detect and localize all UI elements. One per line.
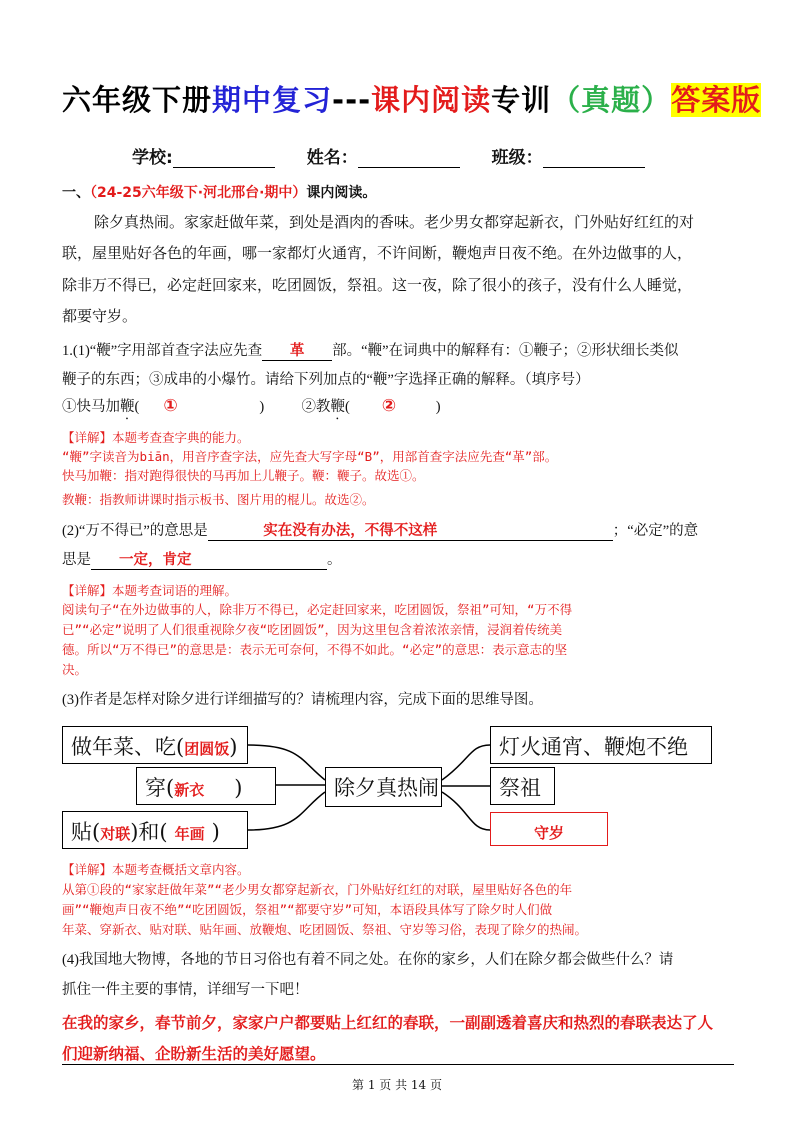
q1-explanation-line: 教鞭：指教师讲课时指示板书、图片用的棍儿。故选②。 [62, 492, 375, 507]
q2-explanation-line: 已”“必定”说明了人们很重视除夕夜“吃团圆饭”，因为这里包含着浓浓亲情，浸润着传统美 [62, 622, 563, 637]
page-title [62, 78, 761, 119]
q1-text: 1.(1)“鞭”字用部首查字法应先查 [62, 343, 263, 359]
map-answer-couplets: 对联 [100, 825, 131, 843]
map-node-text: 做年菜、吃( [71, 735, 185, 759]
map-node-text: )和( [130, 820, 168, 844]
title-answer-version: 答案版 [671, 83, 762, 117]
title-reading: 课内阅读 [371, 83, 492, 117]
q1-explanation-line: 【详解】本题考查查字典的能力。 [62, 430, 250, 445]
passage-line: 联，屋里贴好各色的年画，哪一家都灯火通宵，不许间断，鞭炮声日夜不绝。在外边做事的人， [62, 244, 693, 262]
q4-line2: 抓住一件主要的事情，详细写一下吧！ [62, 982, 309, 998]
name-blank[interactable] [358, 151, 460, 168]
map-node-clothes [136, 767, 276, 805]
q3-explanation-line: 年菜、穿新衣、贴对联、贴年画、放鞭炮、吃团圆饭、祭祖、守岁等习俗，表现了除夕的热闹。 [62, 922, 588, 937]
map-node-text: 穿( [145, 776, 175, 800]
q1-item2-answer: ② [381, 396, 397, 416]
section-source: （24-25六年级下·河北邢台·期中） [90, 185, 307, 201]
q1-item1-text: ①快马加 [62, 399, 120, 415]
page-number: 第 1 页 共 14 页 [352, 1078, 442, 1092]
map-node-ancestors: 祭祖 [490, 767, 555, 805]
q2-answer-1: 实在没有办法，不得不这样 [263, 523, 438, 539]
map-node-paren: ) [229, 735, 238, 759]
q1-line1 [62, 339, 679, 361]
map-answer-new-year-pictures: 年画 [174, 825, 205, 843]
q1-explanation-line: 快马加鞭：指对跑得很快的马再加上儿鞭子。鞭：鞭子。故选①。 [62, 468, 425, 483]
passage-line: 除非万不得已，必定赶回家来，吃团圆饭，祭祖。这一夜，除了很小的孩子，没有什么人睡觉， [62, 276, 693, 294]
q2-explanation-line: 决。 [62, 662, 88, 677]
q1-line2: 鞭子的东西；③成串的小爆竹。请给下列加点的“鞭”字选择正确的解释。（填序号） [62, 372, 590, 388]
q3-explanation-line: 从第①段的“家家赶做年菜”“老少男女都穿起新衣，门外贴好红红的对联，屋里贴好各色的年 [62, 882, 573, 897]
q2-explanation-line: 【详解】本题考查词语的理解。 [62, 583, 238, 598]
school-blank[interactable] [173, 151, 275, 168]
student-info-row [132, 143, 645, 168]
map-answer-reunion-dinner: 团圆饭 [184, 740, 230, 758]
map-node-lights: 灯火通宵、鞭炮不绝 [490, 726, 712, 764]
name-label: 姓名： [306, 148, 358, 168]
map-node-paren: ) [211, 820, 220, 844]
section-number: 一、 [62, 185, 90, 201]
title-real-exam: （真题） [551, 83, 672, 117]
map-node-center: 除夕真热闹 [325, 767, 442, 807]
q2-explanation-line: 德。所以“万不得已”的意思是：表示无可奈何，不得不如此。“必定”的意思：表示意志的坚 [62, 642, 568, 657]
q2-answer-2: 一定，肯定 [119, 552, 192, 568]
class-blank[interactable] [543, 151, 645, 168]
q1-item1-answer: ① [163, 396, 178, 416]
passage-line: 都要守岁。 [62, 307, 138, 325]
map-answer-staying-up: 守岁 [533, 824, 564, 842]
q1-item2-text: ②教 [301, 399, 331, 415]
q3-text: (3)作者是怎样对除夕进行详细描写的？请梳理内容，完成下面的思维导图。 [62, 692, 543, 708]
q2-text-mid: ；“必定”的意 [612, 523, 699, 539]
q1-blank-radical[interactable] [262, 339, 332, 361]
section-heading [62, 182, 376, 202]
q2-explanation-line: 阅读句子“在外边做事的人，除非万不得已，必定赶回家来，吃团圆饭，祭祖”可知，“万不得 [62, 602, 573, 617]
section-label: 课内阅读。 [306, 185, 377, 201]
q1-answer-radical: 革 [289, 343, 305, 359]
q2-end: 。 [327, 552, 342, 568]
map-node-paren: ) [234, 776, 243, 800]
title-midterm: 期中复习 [212, 83, 333, 117]
q1-item1-dotted-char: 鞭 [120, 399, 135, 415]
q1-item2-dotted-char: 鞭 [330, 399, 345, 415]
q4-answer-line: 在我的家乡，春节前夕，家家户户都要贴上红红的春联，一副副透着喜庆和热烈的春联表达了人 [62, 1014, 714, 1032]
q3-explanation-line: 画”“鞭炮声日夜不绝”“吃团圆饭，祭祖”“都要守岁”可知，本语段具体写了除夕时人们做 [62, 902, 553, 917]
q4-line1: (4)我国地大物博，各地的节日习俗也有着不同之处。在你的家乡，人们在除夕都会做些什么？请 [62, 952, 674, 968]
q2-text-2: 思是 [62, 552, 91, 568]
map-node-paste [62, 811, 248, 849]
q2-blank-2[interactable] [91, 548, 327, 570]
q3-explanation-line: 【详解】本题考查概括文章内容。 [62, 862, 250, 877]
map-answer-new-clothes: 新衣 [174, 781, 205, 799]
q2-line2 [62, 548, 342, 570]
q1-explanation-line: “鞭”字读音为biān，用音序查字法，应先查大写字母“B”，用部首查字法应先查“革”部。 [62, 449, 558, 464]
map-node-text: 贴( [71, 820, 101, 844]
q2-line1 [62, 519, 698, 541]
school-label: 学校: [132, 148, 173, 168]
passage-line: 除夕真热闹。家家赶做年菜，到处是酒肉的香味。老少男女都穿起新衣，门外贴好红红的对 [94, 213, 695, 231]
q1-text-cont: 部。“鞭”在词典中的解释有：①鞭子；②形状细长类似 [332, 343, 679, 359]
map-node-staying-up [490, 812, 608, 846]
title-dash: --- [332, 83, 372, 117]
q1-items: ①快马加鞭( ① ) ②教鞭( ② ) [62, 396, 441, 416]
map-node-food [62, 726, 248, 764]
title-grade: 六年级下册 [62, 83, 213, 117]
class-label: 班级： [491, 148, 543, 168]
q4-answer-line: 们迎新纳福、企盼新生活的美好愿望。 [62, 1042, 734, 1065]
q2-text: (2)“万不得已”的意思是 [62, 523, 208, 539]
q2-blank-1[interactable] [208, 519, 613, 541]
title-training: 专训 [491, 83, 552, 117]
